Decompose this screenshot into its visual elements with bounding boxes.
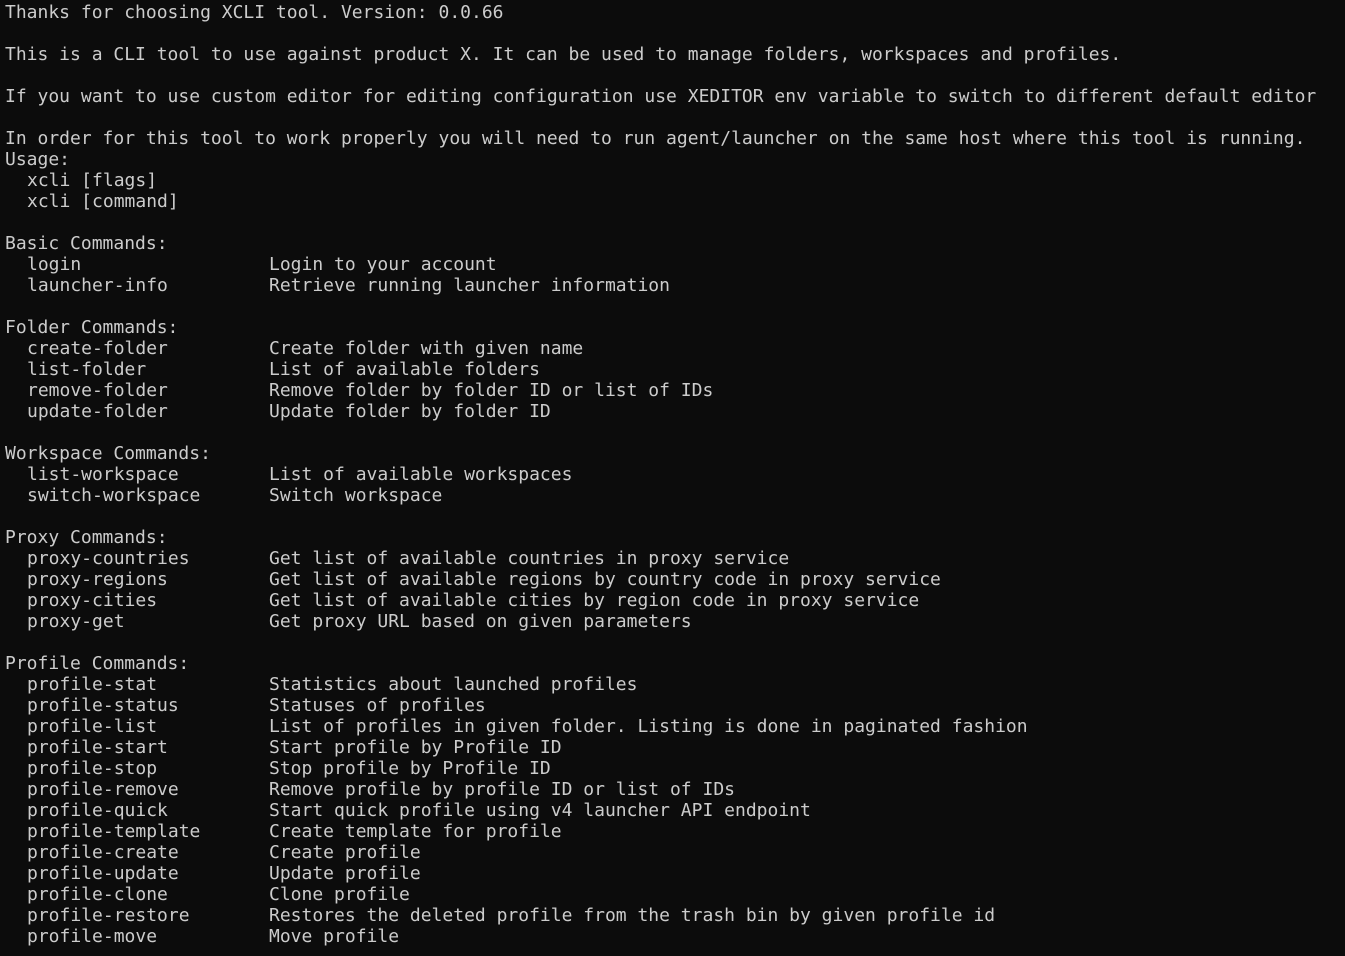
command-name: profile-stat (27, 674, 158, 695)
command-name: switch-workspace (27, 485, 201, 506)
command-name: list-workspace (27, 464, 179, 485)
command-name: profile-template (27, 821, 201, 842)
command-row (5, 254, 1345, 275)
usage-line: xcli [flags] (27, 170, 158, 191)
command-description: Statistics about launched profiles (269, 674, 638, 695)
command-row (5, 737, 1345, 758)
command-name: remove-folder (27, 380, 168, 401)
command-description: Update profile (269, 863, 421, 884)
command-row (5, 359, 1345, 380)
command-name: list-folder (27, 359, 147, 380)
command-name: profile-remove (27, 779, 179, 800)
command-description: Start quick profile using v4 launcher API endpoint (269, 800, 811, 821)
command-name: update-folder (27, 401, 168, 422)
command-description: Switch workspace (269, 485, 443, 506)
command-description: Get list of available regions by country code in proxy service (269, 569, 941, 590)
command-description: Remove profile by profile ID or list of IDs (269, 779, 735, 800)
command-description: Retrieve running launcher information (269, 275, 670, 296)
command-name: profile-stop (27, 758, 158, 779)
command-description: Get proxy URL based on given parameters (269, 611, 692, 632)
command-name: proxy-regions (27, 569, 168, 590)
command-row (5, 674, 1345, 695)
command-description: List of available folders (269, 359, 540, 380)
intro-description: This is a CLI tool to use against product X. It can be used to manage folders, workspaces and profiles. (5, 44, 1122, 65)
command-row (5, 380, 1345, 401)
command-row (5, 800, 1345, 821)
command-name: profile-clone (27, 884, 168, 905)
command-name: launcher-info (27, 275, 168, 296)
command-row (5, 884, 1345, 905)
command-name: proxy-get (27, 611, 125, 632)
command-row (5, 905, 1345, 926)
command-row (5, 926, 1345, 947)
command-description: Get list of available cities by region code in proxy service (269, 590, 920, 611)
command-row (5, 611, 1345, 632)
section-title: Folder Commands: (5, 317, 179, 338)
command-name: profile-move (27, 926, 158, 947)
section-title: Workspace Commands: (5, 443, 211, 464)
command-description: List of profiles in given folder. Listing is done in paginated fashion (269, 716, 1028, 737)
command-description: Login to your account (269, 254, 497, 275)
command-row (5, 695, 1345, 716)
command-description: Restores the deleted profile from the trash bin by given profile id (269, 905, 996, 926)
command-name: profile-quick (27, 800, 168, 821)
section-title: Basic Commands: (5, 233, 168, 254)
section-title: Profile Commands: (5, 653, 190, 674)
command-description: Get list of available countries in proxy service (269, 548, 790, 569)
command-name: proxy-cities (27, 590, 158, 611)
command-row (5, 758, 1345, 779)
command-name: proxy-countries (27, 548, 190, 569)
command-name: profile-status (27, 695, 179, 716)
command-row (5, 779, 1345, 800)
command-name: profile-list (27, 716, 158, 737)
command-sections (5, 212, 1345, 947)
command-description: Create folder with given name (269, 338, 584, 359)
usage-title: Usage: (5, 149, 71, 170)
command-description: Clone profile (269, 884, 410, 905)
intro-launcher-note: In order for this tool to work properly you will need to run agent/launcher on the same host where this tool is running. (5, 128, 1306, 149)
command-description: Stop profile by Profile ID (269, 758, 551, 779)
command-name: create-folder (27, 338, 168, 359)
command-row (5, 716, 1345, 737)
usage-line: xcli [command] (27, 191, 179, 212)
section-title: Proxy Commands: (5, 527, 168, 548)
command-description: Statuses of profiles (269, 695, 486, 716)
command-description: Create template for profile (269, 821, 562, 842)
command-description: Move profile (269, 926, 400, 947)
command-description: Create profile (269, 842, 421, 863)
command-name: profile-start (27, 737, 168, 758)
command-row (5, 590, 1345, 611)
command-name: profile-create (27, 842, 179, 863)
command-description: List of available workspaces (269, 464, 573, 485)
command-description: Remove folder by folder ID or list of IDs (269, 380, 714, 401)
command-row (5, 569, 1345, 590)
intro-editor-note: If you want to use custom editor for editing configuration use XEDITOR env variable to switch to different default editor (5, 86, 1317, 107)
command-row (5, 821, 1345, 842)
command-name: profile-restore (27, 905, 190, 926)
command-name: profile-update (27, 863, 179, 884)
intro-version: Thanks for choosing XCLI tool. Version: 0.0.66 (5, 2, 504, 23)
command-description: Update folder by folder ID (269, 401, 551, 422)
command-row (5, 548, 1345, 569)
command-row (5, 842, 1345, 863)
command-row (5, 464, 1345, 485)
command-description: Start profile by Profile ID (269, 737, 562, 758)
command-row (5, 863, 1345, 884)
command-row (5, 275, 1345, 296)
command-row (5, 485, 1345, 506)
command-row (5, 401, 1345, 422)
command-row (5, 338, 1345, 359)
command-name: login (27, 254, 82, 275)
